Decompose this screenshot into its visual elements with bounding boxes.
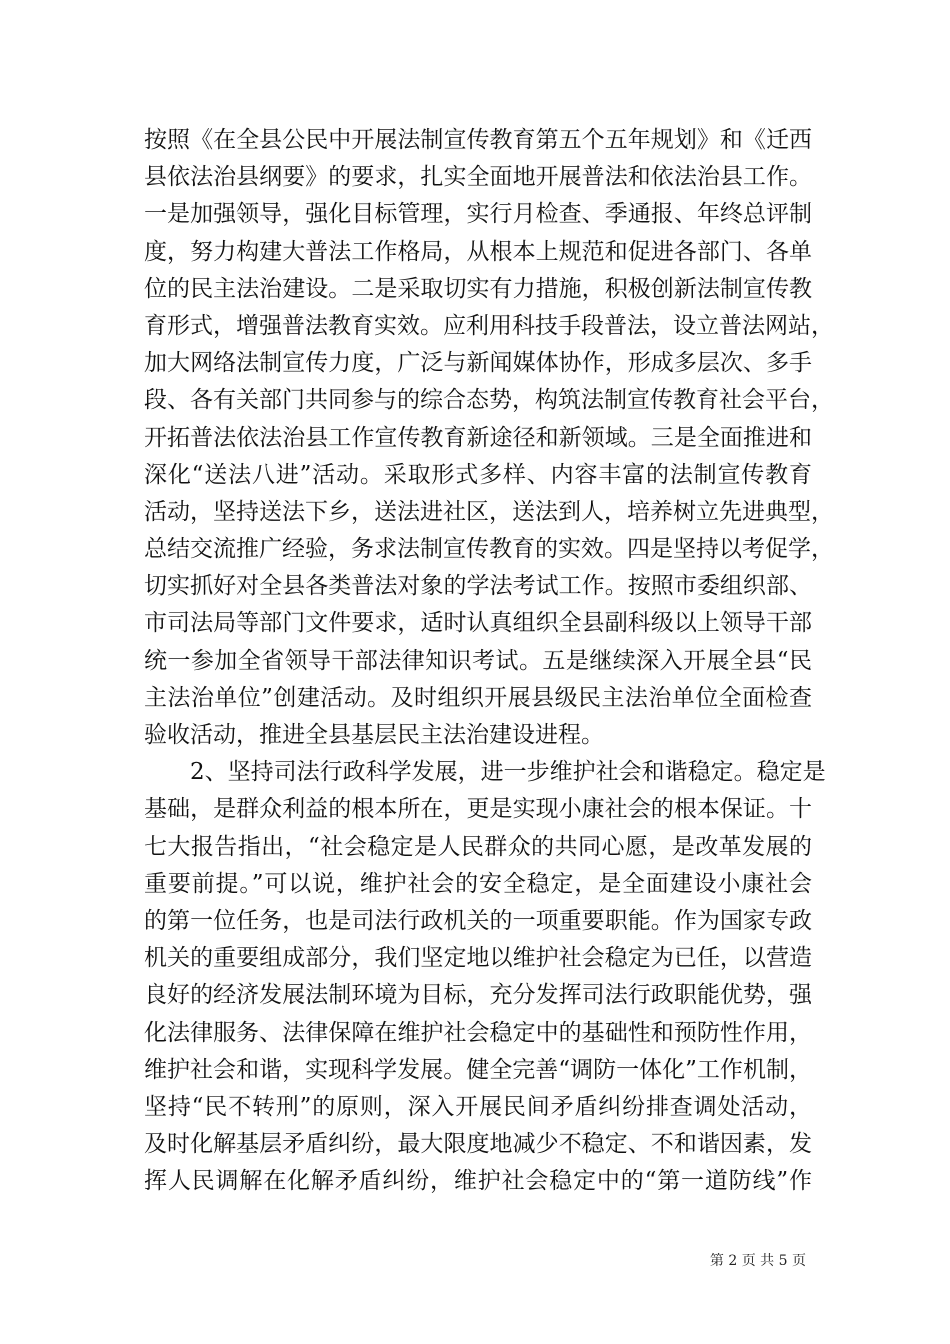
paragraph-line: 良好的经济发展法制环境为目标，充分发挥司法行政职能优势，强	[144, 982, 812, 1009]
paragraph-line: 化法律服务、法律保障在维护社会稳定中的基础性和预防性作用，	[144, 1019, 812, 1046]
document-body	[144, 122, 834, 1200]
paragraph-line: 县依法治县纲要》的要求，扎实全面地开展普法和依法治县工作。	[144, 164, 812, 191]
paragraph-line: 维护社会和谐，实现科学发展。健全完善“调防一体化”工作机制，	[144, 1056, 812, 1083]
paragraph-line: 基础，是群众利益的根本所在，更是实现小康社会的根本保证。十	[144, 796, 812, 823]
paragraph-line: 活动，坚持送法下乡，送法进社区，送法到人，培养树立先进典型，	[144, 498, 834, 525]
paragraph-line: 总结交流推广经验，务求法制宣传教育的实效。四是坚持以考促学，	[144, 536, 834, 563]
paragraph-line: 统一参加全省领导干部法律知识考试。五是继续深入开展全县“民	[144, 647, 812, 674]
paragraph-line: 开拓普法依法治县工作宣传教育新途径和新领域。三是全面推进和	[144, 424, 812, 451]
paragraph-line: 加大网络法制宣传力度，广泛与新闻媒体协作，形成多层次、多手	[144, 350, 812, 377]
paragraph-line: 重要前提。”可以说，维护社会的安全稳定，是全面建设小康社会	[144, 870, 812, 897]
paragraph-line: 的第一位任务，也是司法行政机关的一项重要职能。作为国家专政	[144, 907, 812, 934]
paragraph-line: 度，努力构建大普法工作格局，从根本上规范和促进各部门、各单	[144, 238, 812, 265]
paragraph-line: 市司法局等部门文件要求，适时认真组织全县副科级以上领导干部	[144, 610, 812, 637]
paragraph-line: 及时化解基层矛盾纠纷，最大限度地减少不稳定、不和谐因素，发	[144, 1131, 812, 1158]
paragraph-line: 一是加强领导，强化目标管理，实行月检查、季通报、年终总评制	[144, 201, 812, 228]
paragraph-line: 位的民主法治建设。二是采取切实有力措施，积极创新法制宣传教	[144, 275, 812, 302]
paragraph-line: 七大报告指出，“社会稳定是人民群众的共同心愿，是改革发展的	[144, 833, 812, 860]
paragraph-line: 验收活动，推进全县基层民主法治建设进程。	[144, 722, 604, 748]
paragraph-line: 机关的重要组成部分，我们坚定地以维护社会稳定为已任，以营造	[144, 945, 812, 972]
paragraph-line: 2、坚持司法行政科学发展，进一步维护社会和谐稳定。稳定是	[190, 759, 826, 786]
paragraph-line: 主法治单位”创建活动。及时组织开展县级民主法治单位全面检查	[144, 684, 812, 711]
page-number-footer: 第 2 页 共 5 页	[709, 1253, 806, 1269]
paragraph-line: 挥人民调解在化解矛盾纠纷，维护社会稳定中的“第一道防线”作	[144, 1168, 812, 1195]
paragraph-line: 段、各有关部门共同参与的综合态势，构筑法制宣传教育社会平台，	[144, 387, 834, 414]
paragraph-line: 按照《在全县公民中开展法制宣传教育第五个五年规划》和《迁西	[144, 127, 812, 153]
paragraph-line: 切实抓好对全县各类普法对象的学法考试工作。按照市委组织部、	[144, 573, 812, 600]
paragraph-line: 坚持“民不转刑”的原则，深入开展民间矛盾纠纷排查调处活动，	[144, 1093, 812, 1120]
paragraph-line: 育形式，增强普法教育实效。应利用科技手段普法，设立普法网站，	[144, 312, 834, 339]
paragraph-line: 深化“送法八进”活动。采取形式多样、内容丰富的法制宣传教育	[144, 461, 812, 488]
